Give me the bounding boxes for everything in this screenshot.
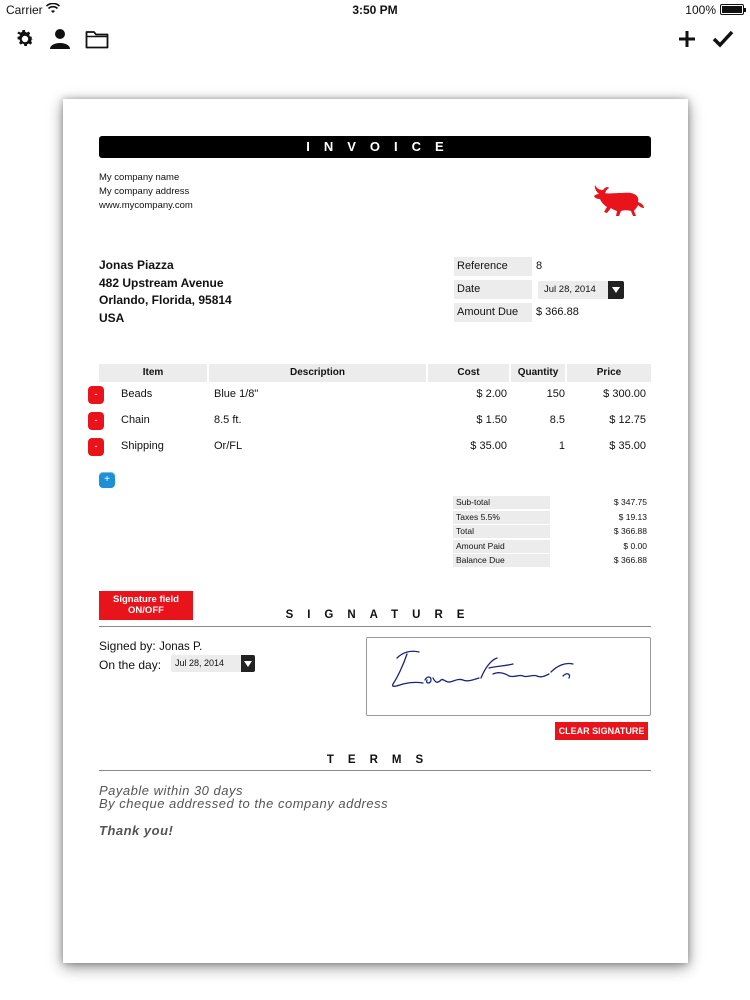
company-address: My company address — [99, 186, 190, 197]
column-description: Description — [209, 364, 426, 382]
totals-value: $ 19.13 — [618, 511, 647, 522]
terms-heading: TERMS — [326, 754, 438, 766]
item-quantity: 8.5 — [549, 414, 565, 426]
status-bar — [0, 0, 750, 20]
reference-label: Reference — [454, 257, 532, 276]
signature-date-select[interactable] — [171, 655, 255, 672]
battery-percent: 100% — [685, 3, 716, 17]
client-name: Jonas Piazza — [99, 258, 174, 272]
thank-you-note[interactable]: Thank you! — [99, 823, 174, 838]
totals-value[interactable]: $ 0.00 — [623, 540, 647, 551]
signature-divider — [99, 626, 651, 627]
toolbar — [0, 26, 750, 56]
client-city: Orlando, Florida, 95814 — [99, 293, 232, 307]
bull-logo-icon[interactable] — [591, 181, 645, 219]
totals-row — [453, 540, 649, 554]
gear-icon[interactable] — [12, 26, 38, 52]
totals-row — [453, 554, 649, 568]
plus-icon[interactable] — [674, 26, 700, 52]
battery-icon — [720, 4, 744, 15]
client-street: 482 Upstream Avenue — [99, 275, 224, 290]
item-cost: $ 2.00 — [476, 388, 507, 400]
totals-value: $ 347.75 — [613, 497, 647, 507]
on-day-label: On the day: — [99, 658, 162, 672]
delete-row-button[interactable]: - — [88, 386, 104, 404]
clock: 3:50 PM — [352, 3, 398, 17]
totals-label: Amount Paid — [453, 540, 550, 553]
checkmark-icon[interactable] — [710, 26, 736, 52]
item-description: Blue 1/8" — [214, 388, 259, 400]
carrier-label: Carrier — [6, 3, 43, 17]
invoice-page — [63, 99, 688, 963]
terms-text[interactable] — [99, 784, 388, 810]
signature-ink — [367, 638, 650, 715]
signature-pad[interactable] — [366, 637, 651, 716]
item-quantity: 1 — [558, 440, 565, 452]
table-row[interactable] — [63, 410, 688, 434]
totals-label: Total — [453, 525, 550, 538]
chevron-down-icon — [608, 281, 624, 299]
item-price: $ 300.00 — [603, 388, 646, 400]
reference-value[interactable]: 8 — [536, 260, 543, 272]
clear-signature-button[interactable]: CLEAR SIGNATURE — [555, 722, 648, 740]
invoice-date-value: Jul 28, 2014 — [544, 284, 596, 295]
company-info[interactable] — [99, 171, 193, 213]
items-table-header — [99, 364, 651, 382]
totals-value: $ 366.88 — [613, 555, 647, 565]
delete-row-button[interactable]: - — [88, 412, 104, 430]
totals-row — [453, 496, 649, 510]
delete-row-button[interactable]: - — [88, 438, 104, 456]
terms-line-1: Payable within 30 days — [99, 783, 243, 798]
amount-due-label: Amount Due — [454, 303, 532, 322]
terms-line-2: By cheque addressed to the company address — [99, 796, 389, 811]
totals-row — [453, 511, 649, 525]
signature-toggle-line1: Signature field — [113, 594, 179, 605]
item-price: $ 12.75 — [609, 414, 646, 426]
folder-icon[interactable] — [84, 26, 110, 52]
item-name: Shipping — [121, 440, 164, 452]
item-price: $ 35.00 — [609, 440, 646, 452]
item-name: Beads — [121, 388, 153, 400]
column-quantity: Quantity — [511, 364, 565, 382]
table-row[interactable] — [63, 436, 688, 460]
column-price: Price — [567, 364, 651, 382]
signed-by-value[interactable]: Jonas P. — [159, 641, 203, 653]
item-quantity: 150 — [546, 388, 565, 400]
add-item-button[interactable]: + — [99, 472, 115, 488]
client-country: USA — [99, 310, 125, 325]
column-cost: Cost — [428, 364, 509, 382]
signature-date-value: Jul 28, 2014 — [175, 658, 225, 668]
signature-toggle-line2: ON/OFF — [128, 605, 164, 616]
totals-label: Balance Due — [453, 554, 550, 567]
item-description: Or/FL — [214, 440, 243, 452]
totals-row — [453, 525, 649, 539]
totals-label: Sub-total — [453, 496, 550, 509]
terms-divider — [99, 770, 651, 771]
item-cost: $ 1.50 — [476, 414, 507, 426]
item-cost: $ 35.00 — [470, 440, 507, 452]
totals-label: Taxes 5.5% — [453, 511, 550, 524]
company-name: My company name — [99, 172, 180, 183]
signature-heading: SIGNATURE — [285, 609, 479, 621]
date-label: Date — [454, 280, 532, 299]
company-website: www.mycompany.com — [99, 200, 193, 211]
chevron-down-icon — [241, 655, 255, 672]
bill-to-address[interactable] — [99, 257, 232, 327]
item-name: Chain — [121, 414, 150, 426]
column-item: Item — [99, 364, 207, 382]
user-icon[interactable] — [47, 26, 73, 52]
item-description: 8.5 ft. — [214, 414, 242, 426]
invoice-date-select[interactable] — [538, 281, 624, 299]
invoice-title: INVOICE — [99, 136, 651, 158]
amount-due-value: $ 366.88 — [536, 306, 579, 318]
totals-value: $ 366.88 — [613, 526, 647, 536]
signed-by-label: Signed by: — [99, 639, 156, 653]
table-row[interactable] — [63, 384, 688, 408]
